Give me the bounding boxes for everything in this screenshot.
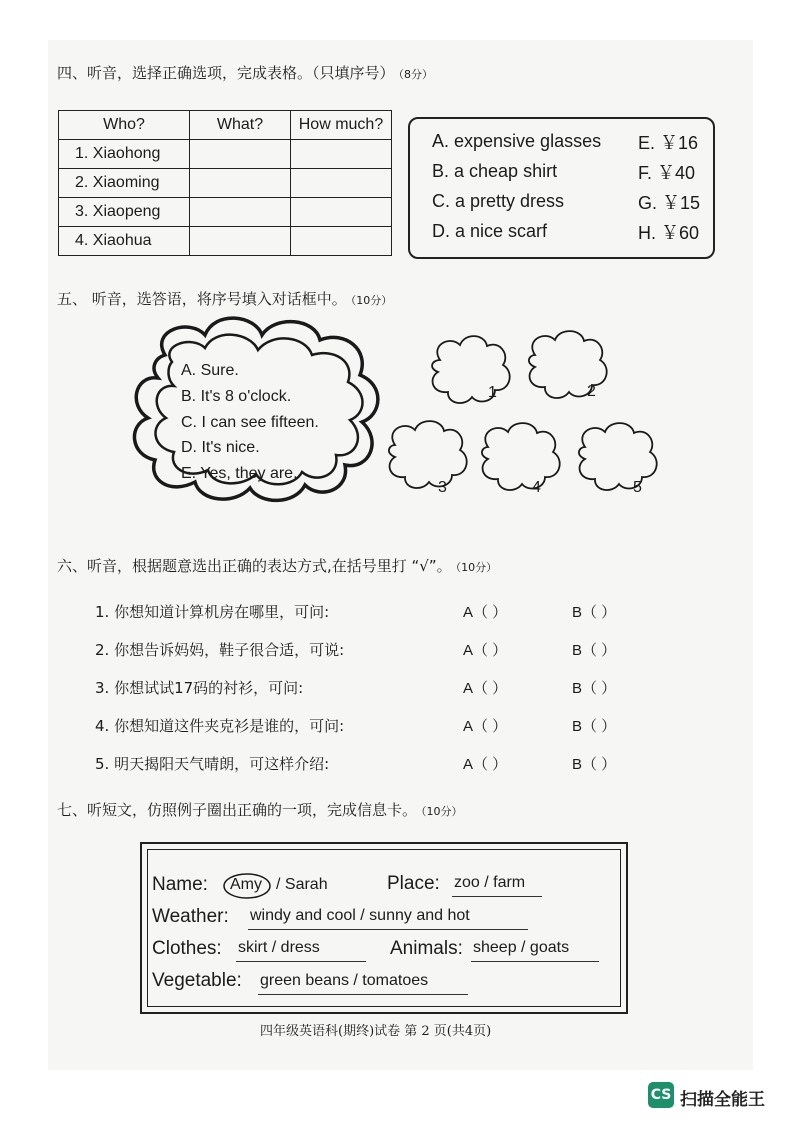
choice-b-bracket[interactable]: B（ ）	[572, 604, 617, 621]
section4-points: （8分）	[398, 68, 434, 81]
price-e: E. ￥16	[638, 133, 699, 153]
answer-a: A. Sure.	[181, 362, 239, 379]
choice-a-bracket[interactable]: A（ ）	[463, 604, 508, 621]
bubble-number-4: 4	[532, 479, 541, 496]
weather-label: Weather:	[152, 906, 229, 927]
question-1: 1. 你想知道计算机房在哪里，可问:	[95, 603, 330, 621]
section6-points: （10分）	[455, 561, 498, 574]
choice-a-bracket[interactable]: A（ ）	[463, 756, 508, 773]
vegetable-underline	[258, 994, 468, 995]
section7-points: （10分）	[421, 805, 463, 818]
option-a: A. expensive glasses	[432, 131, 602, 151]
bubble-number-3: 3	[438, 479, 447, 496]
header-who: Who?	[59, 111, 190, 140]
section6-title	[57, 555, 497, 576]
section7-title	[57, 799, 463, 820]
place-options[interactable]: zoo / farm	[454, 874, 526, 891]
answer-e: E. Yes, they are.	[181, 465, 298, 482]
bubble-cloud-5	[579, 423, 657, 490]
clothes-underline	[236, 961, 366, 962]
section6-title-text: 六、听音，根据题意选出正确的表达方式,在括号里打 “√”。	[57, 557, 452, 575]
animals-underline	[471, 961, 599, 962]
vegetable-label: Vegetable:	[152, 970, 242, 991]
clothes-label: Clothes:	[152, 938, 222, 959]
bubble-number-2: 2	[587, 383, 596, 400]
price-h: H. ￥60	[638, 223, 700, 243]
choice-b-bracket[interactable]: B（ ）	[572, 680, 617, 697]
weather-options[interactable]: windy and cool / sunny and hot	[250, 907, 470, 924]
scanner-logo-icon: CS	[648, 1082, 674, 1108]
question-2: 2. 你想告诉妈妈，鞋子很合适，可说:	[95, 641, 345, 659]
question-5: 5. 明天揭阳天气晴朗，可这样介绍:	[95, 755, 330, 773]
answer-b: B. It's 8 o'clock.	[181, 388, 292, 405]
vegetable-options[interactable]: green beans / tomatoes	[260, 972, 429, 989]
row-name: 4. Xiaohua	[59, 227, 190, 256]
section4-title-text: 四、听音，选择正确选项，完成表格。（只填序号）	[57, 64, 395, 82]
choice-a-bracket[interactable]: A（ ）	[463, 718, 508, 735]
bubble-number-1: 1	[488, 384, 497, 401]
section7-title-text: 七、听短文，仿照例子圈出正确的一项，完成信息卡。	[57, 801, 418, 819]
bubble-cloud-1	[432, 336, 510, 403]
animals-label: Animals:	[390, 938, 463, 959]
row-name: 2. Xiaoming	[59, 169, 190, 198]
header-what: What?	[190, 111, 291, 140]
header-how-much: How much?	[291, 111, 392, 140]
scanner-label: 扫描全能王	[680, 1090, 765, 1110]
info-card	[140, 842, 628, 1014]
option-d: D. a nice scarf	[432, 221, 548, 241]
place-label: Place:	[387, 873, 440, 894]
name-label: Name:	[152, 874, 208, 895]
price-g: G. ￥15	[638, 193, 701, 213]
bubble-number-5: 5	[633, 479, 642, 496]
section5-title-text: 五、 听音，选答语，将序号填入对话框中。	[57, 290, 347, 308]
animals-options[interactable]: sheep / goats	[473, 939, 570, 956]
place-underline	[452, 896, 542, 897]
option-b: B. a cheap shirt	[432, 161, 558, 181]
choice-a-bracket[interactable]: A（ ）	[463, 680, 508, 697]
option-c: C. a pretty dress	[432, 191, 565, 211]
row-name: 1. Xiaohong	[59, 140, 190, 169]
price-f: F. ￥40	[638, 163, 696, 183]
name-option-sarah[interactable]: / Sarah	[276, 876, 328, 893]
page-footer: 四年级英语科(期终)试卷 第 2 页(共4页)	[260, 1024, 492, 1039]
row-name: 3. Xiaopeng	[59, 198, 190, 227]
choice-b-bracket[interactable]: B（ ）	[572, 756, 617, 773]
choice-b-bracket[interactable]: B（ ）	[572, 642, 617, 659]
bubble-cloud-3	[389, 421, 467, 488]
answer-d: D. It's nice.	[181, 439, 260, 456]
name-circled: Amy	[230, 876, 262, 893]
weather-underline	[248, 929, 528, 930]
choice-a-bracket[interactable]: A（ ）	[463, 642, 508, 659]
question-4: 4. 你想知道这件夹克衫是谁的，可问:	[95, 717, 345, 735]
choice-b-bracket[interactable]: B（ ）	[572, 718, 617, 735]
question-3: 3. 你想试试17码的衬衫，可问:	[95, 679, 304, 697]
clothes-options[interactable]: skirt / dress	[238, 939, 320, 956]
section5-points: （10分）	[350, 294, 393, 307]
answer-c: C. I can see fifteen.	[181, 414, 319, 431]
bubble-cloud-4	[482, 423, 560, 490]
